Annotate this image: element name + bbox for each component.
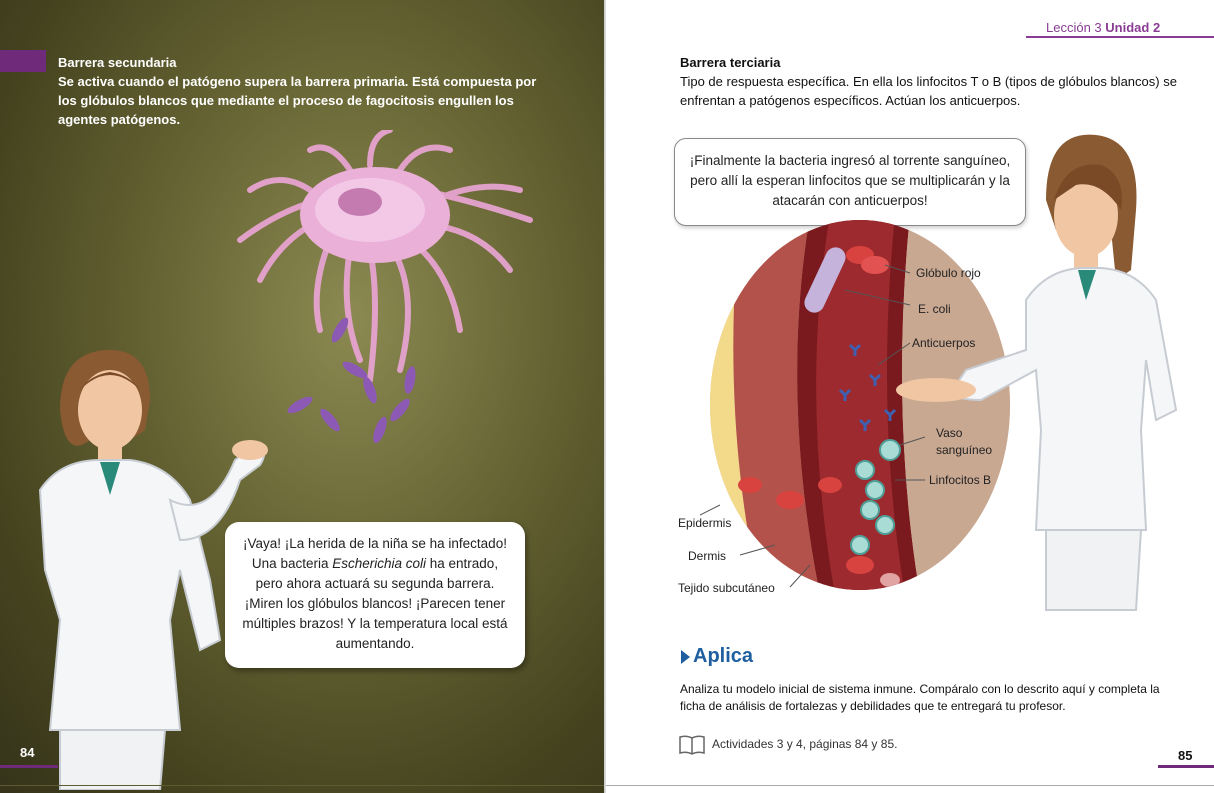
left-intro [58, 53, 558, 129]
page-number-right: 85 [1178, 748, 1193, 763]
label-dermis: Dermis [688, 549, 726, 563]
bottom-rule-left [0, 785, 606, 786]
lesson-underline [1026, 36, 1214, 38]
speech-left-part1: ¡Vaya! ¡La herida de la niña se ha infectado! Una bacteria [243, 536, 507, 571]
page-underline-right [1158, 765, 1214, 768]
label-linfocitos-b: Linfocitos B [929, 473, 992, 487]
lesson-prefix: Lección 3 [1046, 20, 1102, 35]
label-epidermis: Epidermis [678, 516, 732, 530]
aplica-arrow-icon [681, 650, 690, 664]
lesson-unit: Unidad 2 [1105, 20, 1161, 35]
label-tejido-subcutaneo: Tejido subcutáneo [678, 581, 775, 595]
page-number-left: 84 [20, 745, 35, 760]
speech-bubble-right: ¡Finalmente la bacteria ingresó al torrente sanguíneo, pero allí la esperan linfocitos que se multiplicarán y la atacarán con anticuerpos! [674, 138, 1026, 226]
left-heading: Barrera secundaria [58, 55, 177, 70]
lesson-header [1046, 20, 1160, 35]
left-page [0, 0, 606, 793]
label-globulo-rojo: Glóbulo rojo [916, 266, 981, 280]
speech-left-italic: Escherichia coli [332, 556, 427, 571]
label-vaso-line2: sanguíneo [936, 443, 993, 457]
right-body: Tipo de respuesta específica. En ella los linfocitos T o B (tipos de glóbulos blancos) se enfrentan a patógenos específicos. Actúan los anticuerpos. [680, 74, 1177, 108]
label-anticuerpos: Anticuerpos [912, 336, 976, 350]
book-icon [678, 734, 706, 756]
left-body: Se activa cuando el patógeno supera la barrera primaria. Está compuesta por los glóbulos blancos que mediante el proceso de fagocitosis engullen los agentes patógenos. [58, 74, 537, 127]
activities-reference: Actividades 3 y 4, páginas 84 y 85. [712, 737, 898, 751]
aplica-title: Aplica [693, 645, 754, 667]
bottom-rule-right [606, 785, 1214, 786]
page-underline-left [0, 765, 58, 768]
right-heading: Barrera terciaria [680, 55, 781, 70]
section-tab [0, 50, 46, 72]
label-e-coli: E. coli [918, 302, 951, 316]
speech-bubble-left [225, 522, 525, 668]
right-intro [680, 53, 1180, 110]
label-vaso-line1: Vaso [936, 426, 963, 440]
speech-left-part2: ha entrado, pero ahora actuará su segunda barrera. ¡Miren los glóbulos blancos! ¡Parecen tener múltiples brazos! Y la temperatura local está aumentando. [242, 556, 508, 651]
aplica-text: Analiza tu modelo inicial de sistema inmune. Compáralo con lo descrito aquí y completa la ficha de análisis de fortalezas y debilidades que te entregará tu profesor. [680, 682, 1160, 713]
doctor-illustration-right [886, 130, 1206, 620]
right-page [606, 0, 1214, 793]
